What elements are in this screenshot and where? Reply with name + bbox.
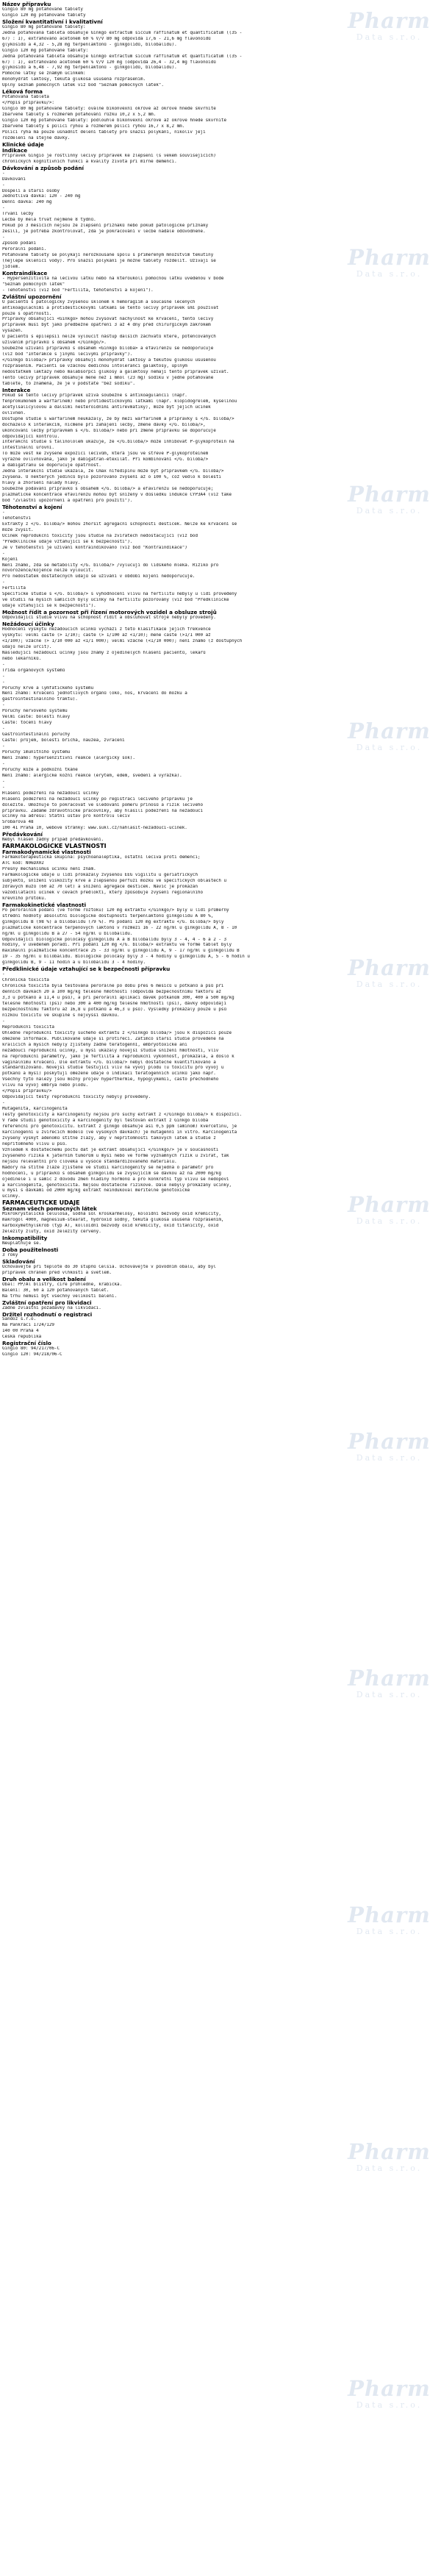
text-line: rozprášením. Pacienti se vzácnou dědičnou intolerancí galaktosy, úplným — [2, 364, 187, 369]
text-line: Obal: PP/Al blistry, čiré průhledné, krabička. — [2, 1282, 123, 1287]
text-line: maximální plazmatické koncentrace 25 - 33 ng/ml u ginkgolidu A, 9 - 17 ng/ml u ginkgolidu B — [2, 949, 240, 954]
text-line: subjektů, snížení viskozity krve a zlepšenou perfuzi mozku ve specifických oblastech u — [2, 878, 226, 883]
watermark-brand: Pharm — [348, 718, 431, 743]
text-line: zbarvené tablety s rozměrem potahování růžku 10,2 x 5,2 mm. — [2, 113, 157, 118]
text-line: zesílí, je potřeba zkontrolovat, zda je pokračování v léčbě nadále odůvodněné. — [2, 229, 206, 235]
section-heading: Těhotenství a kojení — [2, 504, 62, 510]
text-line: odpovídající kontrolu. — [2, 434, 60, 439]
watermark-subtext: Data s.r.o. — [356, 1690, 423, 1699]
text-line: Dospělí a starší osoby — [2, 188, 60, 193]
text-line: pouze s opatrností. — [2, 311, 52, 316]
text-line: Na trhu nemusí být všechny velikosti balení. — [2, 1294, 118, 1299]
text-line: - — [2, 1101, 5, 1106]
text-line: - — [2, 703, 5, 708]
text-line: referenční pro genotoxicitu. Extrakt z ginkgo obsahuje asi 0,5 ppm (aminom) kvercetinu, je — [2, 1124, 237, 1129]
text-line: střední hodnoty absolutní biologické dostupnosti terpenlaktonů ginkgolidu A 80 %, — [2, 913, 214, 918]
text-line: fenprokumonem a warfarinem) nebo protidestičkovými látkami (např. klopidogrelem, kyselinou — [2, 399, 237, 404]
text-line: vysazen. — [2, 329, 24, 334]
watermark-brand: Pharm — [348, 955, 431, 980]
text-line: nedostatkem laktázy nebo malabsorpcí glukosy a galaktosy nemají tento přípravek užívat. — [2, 370, 229, 375]
text-line: Šrobárova 48 — [2, 820, 34, 825]
text-line: Účinek reprodukční toxicity jsou studie na zvířatech nedostačující (viz bod — [2, 533, 198, 538]
text-line: docházelo k interakcím, nicméně při zahájení léčby, změně dávky </G. biloba/>, — [2, 422, 206, 427]
watermark-subtext: Data s.r.o. — [356, 2400, 423, 2410]
text-line: Sandoz s.r.o. — [2, 1317, 37, 1322]
text-line: Česká republika — [2, 1335, 42, 1340]
text-line: hodnocení, u přípravků s obsahem ginkgolidu se zvyšujícím se dávkou až na 2000 mg/kg — [2, 1171, 221, 1176]
text-line: Chronická toxicita byla testována perorálně po dobu přes 6 měsíců u potkanů a psů při — [2, 984, 224, 989]
text-line: Vzhledem k dostatečnému počtu dat je extrakt obsahující </Ginkgo/> je v současnosti — [2, 1147, 219, 1152]
section-heading: Druh obalu a velikost balení — [2, 1276, 86, 1282]
text-line: Mutagenita, karcinogenita — [2, 1107, 68, 1112]
text-line: zdravých mužů (60 až 70 let) a snížení agregace destiček. Navíc je prokázán — [2, 884, 198, 889]
chapter-heading: FARMAKOLOGICKÉ VLASTNOSTI — [2, 843, 107, 850]
text-line: - — [2, 182, 5, 188]
text-line: účinky. — [2, 1194, 21, 1199]
text-line: Půlicí rýha má pouze usnadnit dělení tablety pro snazší polykání, nikoliv její — [2, 129, 206, 135]
text-line: 67) : 1), extrahováno acetonem 60 % V/V 120 mg (odpovídá 26,4 - 32,4 mg flavonoidů — [2, 60, 216, 65]
text-line: zbarvené tablety s půlicí rýhou a rozměrem půlicí rýhou 16,7 x 8,2 mm. — [2, 124, 185, 129]
text-line: "Seznam pomocných látek" — [2, 282, 65, 287]
watermark-logo — [340, 2378, 439, 2409]
document-body — [2, 1, 437, 1358]
text-line: tělesné hmotnosti (psi) nebo 300 a 400 mg/kg tělesné hmotnosti (psi), dávky odpovídají — [2, 1001, 226, 1006]
text-line: přípravek musí být jako předběžné opatření 3 až 4 dny před chirurgickým zákrokem — [2, 323, 211, 328]
section-heading: Léková forma — [2, 89, 43, 96]
watermark-logo — [340, 1902, 439, 1936]
text-line: nežádoucí reprodukční účinky, u myší ukázaly novější studie snížení hmotnosti, vliv — [2, 1048, 219, 1053]
text-line: - — [2, 744, 5, 749]
text-line: ojediněle i u samic z důvodu změn hladiny hormonů a pro konkrétní typ vlivu se nedopoví — [2, 1177, 229, 1182]
text-line: Nebyl hlášen žádný případ předávkování. — [2, 838, 104, 843]
text-line: chronických kognitivních funkcí a kvality života při mírné demenci. — [2, 159, 177, 164]
text-line: - — [2, 727, 5, 732]
text-line: vazodilatační účinek v cévách předloktí, který způsobuje zvýšení regionálního — [2, 890, 204, 895]
text-line: Těhotenství — [2, 515, 32, 521]
text-line: glykosidů a 6,48 - 7,92 mg terpenlaktonů - ginkgolidů, bilobalidu). — [2, 65, 177, 71]
text-line: Přípravky obsahující <Ginkgo> mohou zvyšovat náchylnost ke krvácení, tento léčivý — [2, 317, 214, 322]
section-heading: Možnost řídit a pozornost při řízení motorových vozidel a obsluze strojů — [2, 610, 217, 616]
text-line: Odpovídající studie vlivu na schopnost řídit a obsluhovat stroje nebyly provedeny. — [2, 616, 216, 621]
text-line: monohydrát laktosy, tekutá glukosa usušená rozprášením. — [2, 77, 146, 82]
text-line: Je v těhotenství je užívání kontraindikováno (viz bod "Kontraindikace") — [2, 545, 187, 550]
text-line: Všechny tyto nálezy jsou možný projev hyperthermie, hypoglykemii, často přechodného — [2, 1077, 219, 1082]
section-heading: Název přípravku — [2, 1, 51, 7]
text-line: Jedna potahovaná tableta obsahuje Ginkgo extractum siccum raffinatum et quantificatum ((35 - — [2, 54, 243, 59]
text-line: - — [2, 674, 5, 679]
text-line: Dostupné studie s warfarinem neukázaly, že by mezi warfarinem a přípravky s </G. biloba/> — [2, 416, 234, 421]
watermark-brand: Pharm — [348, 1192, 431, 1217]
text-line: plazmatické koncentrace efavirenzu mohou být snížený v důsledku indukce CYP3A4 (viz také — [2, 493, 232, 498]
text-line: Časté: točení hlavy — [2, 721, 52, 726]
watermark-subtext: Data s.r.o. — [356, 743, 423, 752]
text-line: Poruchy imunitního systému — [2, 750, 71, 754]
text-line: jídlem. — [2, 264, 21, 269]
text-line: - — [2, 235, 5, 240]
section-heading: Zvláštní upozornění — [2, 293, 62, 300]
text-line: Neuplatňuje se. — [2, 1241, 42, 1246]
text-line: Není známo: krvácení jednotlivých orgánů (oko, nos, krvácení do mozku a — [2, 691, 187, 696]
text-line: zvýšený výskyt adenomů štítné žlázy, aby v nepřítomnosti takových látek a studie z — [2, 1135, 216, 1141]
text-line: železitý žlutý, oxid železitý červený. — [2, 1230, 101, 1235]
text-line: - — [2, 1018, 5, 1024]
text-line: karboxymethylškrob (typ A), kolloidní bezvodý oxid křemičitý, oxid titaničitý, oxid — [2, 1224, 219, 1229]
section-heading: Zvláštní opatření pro likvidaci — [2, 1299, 92, 1306]
text-line: Léčba by měla trvat nejméně 8 týdnů. — [2, 218, 96, 223]
text-line: Pokud se tento léčivý přípravek užívá souběžně s antikoagulancii (např. — [2, 393, 187, 398]
text-line: - — [2, 679, 5, 685]
text-line: Ohledně reprodukční toxicity suchého extraktu z </Ginkgo biloba/> jsou k dispozici pouze — [2, 1030, 232, 1035]
text-line: Testy genotoxicity a karcinogenity nejsou pro suchý extrakt z </Ginkgo biloba/> k dispozici. — [2, 1113, 243, 1118]
section-heading: Kontraindikace — [2, 270, 48, 276]
text-line: Interakční studie s talinololem ukazuje, že </G.biloba/> může inhibovat P-glykoprotein na — [2, 440, 234, 445]
text-line: nebo lékárníků. — [2, 656, 42, 661]
text-line: Mikrokrystalická celulosa, sodná sůl kroskarmelosy, koloidní bezvodý oxid křemičitý, — [2, 1212, 221, 1217]
text-line: - — [2, 580, 5, 585]
text-line: vaginálnímu krvácení. Dle extraktu </G. biloba/> nebyl dostatečně kvantifikováno a — [2, 1060, 216, 1065]
text-line: - — [2, 171, 5, 176]
section-heading: Registrační číslo — [2, 1341, 51, 1347]
text-line: Specifické studie s </G. biloba/> s vyhodnocení vlivu na fertilitu nebyly u lidí provedeny — [2, 592, 237, 597]
text-line: Reprodukční toxicita — [2, 1024, 54, 1030]
text-line: Trvání léčby — [2, 212, 34, 217]
text-line: 19 - 35 ng/ml u bilobalidu. Biologické poločasy byly 3 - 4 hodiny u ginkgolidu A, 5 - 6 hodin u — [2, 955, 250, 960]
text-line: ATC kód: N06DX02 — [2, 861, 44, 866]
text-line: výrazně ovlivňována, jako je dabigatran-etexilát. Při kombinování </G. biloba/> — [2, 457, 209, 463]
text-line: Odpovídající biologické poločasy ginkgolidu A a B bilobalidu byly 3 - 4, 4 - 6 a 2 - 3 — [2, 937, 226, 942]
text-line: výskytu: velmi časté (> 1/10); časté (> 1/100 až <1/10); méně časté (>1/1 000 až — [2, 632, 211, 638]
text-line: Fertilita — [2, 586, 26, 591]
text-line: Gingio 80 mg potahované tablety: — [2, 24, 86, 29]
text-line: Jednotlivá dávka: 120 - 240 mg — [2, 194, 81, 199]
section-heading: Farmakokinetické vlastnosti — [2, 902, 87, 908]
text-line: nepřítomného vlivu u psů. — [2, 1141, 68, 1146]
text-line: - Těhotenství (viz bod "Fertilita, těhotenství a kojení"). — [2, 288, 154, 293]
watermark-subtext: Data s.r.o. — [356, 2163, 423, 2173]
section-heading: Předávkování — [2, 832, 43, 838]
text-line: Časté: průjem, bolesti břicha, nauzea, zvracení — [2, 738, 125, 743]
section-heading: Složení kvantitativní i kvalitativní — [2, 18, 103, 25]
text-line: Kojení — [2, 557, 18, 562]
text-line: antikoagulačními a protidestičkovými látkami se tento léčivý přípravek smí používat — [2, 305, 219, 310]
text-line: ginkgolidu B (98 %) a bilobalidu (79 %). Po podání 120 mg extraktu </G. biloba/> byly — [2, 919, 224, 924]
text-line: a dabigatranu se doporučuje opatrnost. — [2, 463, 101, 468]
text-line: 67) : 1), extrahováno acetonem 60 % V/V 80 mg odpovídá 17,6 - 21,6 mg flavonoidů — [2, 36, 211, 41]
section-heading: Doba použitelnosti — [2, 1247, 59, 1253]
watermark-brand: Pharm — [348, 2139, 431, 2164]
section-heading: Dávkování a způsob podání — [2, 165, 84, 171]
text-line: přípravku. Žádáme zdravotnické pracovníky, aby hlásili podezření na nežádoucí — [2, 808, 204, 813]
watermark-logo — [340, 1668, 439, 1699]
text-line: (viz bod "Interakce s jinými léčivými přípravky"). — [2, 352, 133, 357]
watermark-brand: Pharm — [348, 8, 431, 33]
text-line: Gastrointestinální poruchy — [2, 732, 71, 738]
text-line: Úplný seznam pomocných látek viz bod "Seznam pomocných látek". — [2, 83, 164, 88]
text-line: může zvýšit. — [2, 527, 34, 532]
section-heading: Klinické údaje — [2, 141, 44, 148]
text-line: Tento léčivý přípravek obsahuje méně než 1 mmol (23 mg) sodíku v jedné potahované — [2, 376, 214, 380]
text-line: Gingio 120 mg potahované tablety: podlouhlé bikonvexní okrově až okrově hnědé skvrnité — [2, 118, 226, 124]
text-line: Gingio 120 mg potahované tablety: — [2, 48, 89, 53]
text-line: Souběžné užívání přípravků s obsahem <Ginkgo biloba> a efavirenzu se nedoporučuje — [2, 346, 214, 352]
text-line: intestinální úrovni. — [2, 446, 54, 451]
text-line: Gingio 80: 94/217/06-C — [2, 1346, 60, 1352]
text-line: Hodnocení výskytu nežádoucích účinků vychází z této klasifikace jejich frekvence — [2, 627, 211, 632]
text-line: - — [2, 779, 5, 784]
watermark-subtext: Data s.r.o. — [356, 32, 423, 42]
text-line: Extrakty z </G. biloba/> mohou zhoršit agregační schopnosti destiček. Nelze ke krvácení se — [2, 521, 237, 527]
text-line: ginkgolidu B, 9 - 11 hodin a u bilobalidu 3 - 4 hodiny. — [2, 960, 146, 966]
watermark-brand: Pharm — [348, 1666, 431, 1691]
text-line: Poruchy krve a lymfatického systému — [2, 685, 94, 691]
text-line: U pacientů s patologicky zvýšenou sklonem k hemoragiím a současně léčených — [2, 299, 196, 304]
text-line: Pokud po 3 měsících nejsou že zlepšení příznaků nebo pokud patologické příznaky — [2, 224, 209, 229]
text-line: Není známo: alergické kožní reakce (erytém, edém, svědění a vyrážka). — [2, 773, 182, 778]
text-line: V řadě studií genotoxicity a karcinogenity byl testován extrakt z Ginkgo biloba — [2, 1118, 209, 1124]
watermark-brand: Pharm — [348, 482, 431, 507]
text-line: </Popis přípravku/>: — [2, 101, 54, 106]
text-line: Pro nedostatek dostatečných údajů se užívání v období kojení nedoporučuje. — [2, 574, 196, 579]
text-line: účinky na adresu: Státní ústav pro kontrolu léčiv — [2, 814, 130, 819]
text-line: užíváním přípravků s obsahem </Ginkgo/>. — [2, 340, 107, 346]
text-line: Žádné zvláštní požadavky na likvidaci. — [2, 1305, 101, 1310]
text-line: glykosidů a 4,32 - 5,28 mg terpenlaktonů - ginkgolidů, bilobalidu). — [2, 42, 177, 47]
watermark-brand: Pharm — [348, 1902, 431, 1927]
watermark-subtext: Data s.r.o. — [356, 506, 423, 515]
text-line: omezené informace. Publikované údaje si protiřečí. Zatímco starší studie provedené na — [2, 1036, 224, 1041]
text-line: ovlivněn. — [2, 410, 26, 415]
text-line: - — [2, 510, 5, 515]
text-line: Pomocné látky se známým účinkem: — [2, 71, 86, 76]
watermark-subtext: Data s.r.o. — [356, 980, 423, 989]
section-heading: Inkompatibility — [2, 1235, 48, 1242]
text-line: Dávkování — [2, 176, 26, 182]
watermark-subtext: Data s.r.o. — [356, 1453, 423, 1463]
text-line: - — [2, 972, 5, 977]
watermark-brand: Pharm — [348, 245, 431, 270]
text-line: Způsob podání — [2, 241, 37, 246]
text-line: 100 41 Praha 10, webové stránky: www.sukl.cz/nahlasit-nezadouci-ucinek. — [2, 826, 187, 831]
text-line: Denní dávka: 240 mg — [2, 200, 52, 205]
section-heading: Interakce — [2, 387, 31, 393]
text-line: </Popis přípravku/> — [2, 1089, 52, 1094]
text-line: Gingio 120: 94/218/06-C — [2, 1352, 62, 1357]
text-line: Není známo: hypersenzitivní reakce (alergický šok). — [2, 755, 135, 760]
text-line: tabletě, to znamená, že je v podstatě "bez sodíku". — [2, 381, 135, 386]
text-line: - — [2, 551, 5, 556]
text-line: (nejlépe sklenicí vody). Pro snazší polykání je možné tablety rozdělit. Užívají se — [2, 258, 216, 263]
text-line: Po perorálním podání (ve formě roztoku) 120 mg extraktu </Ginkgo/> byly u lidí průměrný — [2, 907, 229, 913]
text-line: Jedna interakční studie ukázala, že Cmax nifedipinu může být přípravkem </G. biloba/> — [2, 469, 224, 474]
text-line: <1/100); vzácné (> 1/10 000 až <1/1 000); velmi vzácné (<1/10 000); není známo (z dostupných — [2, 638, 243, 643]
text-line: nejsou relevantní pro člověka u vysoce standardizovaného materiálu. — [2, 1159, 177, 1164]
text-line: Třída orgánových systémů — [2, 668, 65, 673]
text-line: Nádory na štítné žláze zjištěné ve studii karcinogenity se nejedná o parametr pro — [2, 1165, 214, 1170]
text-line: Potahovaná tableta — [2, 95, 49, 100]
text-line: - — [2, 761, 5, 766]
text-line: ng/ml u ginkgolidu B a 27 - 54 ng/ml u bilobalidu. — [2, 931, 133, 936]
text-line: - — [2, 206, 5, 211]
text-line: u myší s dávkami od 2000 mg/kg extrakt neindukoval měřitelné genotoxické — [2, 1188, 190, 1194]
text-line: Hlášení podezření na nežádoucí účinky po registraci léčivého přípravku je — [2, 796, 193, 802]
text-line: důležité. Umožňuje to pokračovat ve sledování poměru přínosů a rizik léčivého — [2, 802, 204, 807]
watermark-logo — [340, 1431, 439, 1462]
text-line: Přesný mechanismus účinku není znám. — [2, 867, 96, 872]
text-line: Farmakoterapeutická skupina: psychoanaleptika, ostatní léčiva proti demenci; — [2, 855, 201, 860]
text-line: novorozence/kojence nelze vyloučit. — [2, 568, 94, 574]
section-heading: Nežádoucí účinky — [2, 621, 54, 627]
text-line: "Předklinické údaje vztahující se k bezpečnosti"). — [2, 539, 133, 544]
text-line: Poruchy kůže a podkožní tkáně — [2, 767, 78, 772]
text-line: gastrointestinálního traktu). — [2, 697, 78, 702]
text-line: 140 00 Praha 4 — [2, 1329, 39, 1334]
text-line: 3 roky — [2, 1252, 18, 1257]
text-line: ve studii na myších samicích byly účinky na fertilitu pozorovány (viz bod "Předklinické — [2, 598, 229, 603]
chapter-heading: FARMACEUTICKÉ ÚDAJE — [2, 1200, 80, 1207]
text-line: - — [2, 662, 5, 667]
text-line: kralících a myších nebyly zjištěny žádné teratogenní, embryotoxické ani — [2, 1042, 187, 1047]
text-line: makrogol 4000, magnesium-stearát, hydroxid sodný, tekutá glukosa usušená rozprášením, — [2, 1218, 224, 1223]
text-line: U pacientů s epilepsií nelze vyloučit nástup dalších záchvatů které, potencovaných — [2, 335, 216, 340]
text-line: Balení: 30, 60 a 120 potahovaných tablet. — [2, 1288, 110, 1293]
watermark-brand: Pharm — [348, 2376, 431, 2401]
text-line: vlivu na vývoj embrya nebo plodu. — [2, 1083, 89, 1088]
text-line: </Ginkgo biloba/> přípravky obsahují monohydrát laktosy a tekutou glukosu usušenou — [2, 358, 216, 363]
text-line: To může vést ke zvýšené expozici léčivům, která jsou ve střevě P-glykoproteinem — [2, 452, 209, 457]
section-heading: Skladování — [2, 1258, 35, 1265]
text-line: potkanů a myší) poskytují omezené údaje o indikaci teratogenních účinků jako např. — [2, 1071, 216, 1077]
text-line: plazmatické koncentrace terpenových laktonů v rozmezí 16 - 22 ng/ml u ginkgolidu A, 8 - 10 — [2, 925, 237, 930]
text-line: Poruchy nervového systému — [2, 709, 68, 714]
text-line: krevního průtoku. — [2, 896, 47, 901]
text-line: Jedna potahovaná tableta obsahuje Ginkgo extractum siccum raffinatum et quantificatum ((35 - — [2, 30, 243, 35]
watermark-subtext: Data s.r.o. — [356, 269, 423, 279]
text-line: Není známo, zda se metabolity </G. biloba/> /vylučují do lidského mléka. Riziko pro — [2, 563, 219, 568]
text-line: - Hypersenzitivita na léčivou látku nebo na kteroukoli pomocnou látku uvedenou v bodě — [2, 276, 224, 281]
text-line: Gingio 120 mg potahované tablety — [2, 13, 86, 18]
watermark-logo — [340, 2141, 439, 2172]
text-line: přípravek chráněn před vlhkostí a světlem. — [2, 1270, 112, 1275]
text-line: Hlášení podezření na nežádoucí účinky — [2, 791, 99, 796]
section-heading: Předklinické údaje vztahující se k bezpečnosti přípravku — [2, 966, 171, 973]
text-line: Chronická toxicita — [2, 978, 49, 983]
text-line: standardizováno. Novější studie testující vliv na vývoj plodu (u toxicitu pro vývoj u — [2, 1066, 224, 1071]
text-line: 3,3 u potkanů a 11,4 u psů), a při perorální aplikaci dávek potkanům 300, 400 a 500 mg/kg — [2, 996, 234, 1001]
section-heading: Držitel rozhodnutí o registraci — [2, 1311, 93, 1318]
text-line: karcinogenní u zvířecích modelů (ve vysokých dávkách) je mutagenní in vitro. Karcinogenita — [2, 1130, 237, 1135]
text-line: Přípravek Gingio je rostlinný léčivý přípravek ke zlepšení (s věkem souvisejících) — [2, 153, 216, 158]
text-line: zvýšena. U některých jedinců bylo pozorováno zvýšení až o 100 %, což vedlo k bolesti — [2, 475, 221, 480]
text-line: Farmakologické údaje u lidí prokázaly zvýšenou EEG vigilitu u geriatrických — [2, 873, 198, 878]
text-line: Perorální podání. — [2, 247, 47, 252]
text-line: Uchovávejte při teplotě do 30 stupňů Celsia. Uchovávejte v původním obalu, aby byl — [2, 1264, 216, 1269]
watermark-subtext: Data s.r.o. — [356, 1927, 423, 1936]
section-heading: Indikace — [2, 147, 28, 154]
text-line: zvýšeného rizika k jaterním tumorům u myší nebo ve formě významných rizik u zvířat, tak — [2, 1153, 229, 1158]
text-line: hlavy a zhoršení nálady hlavy. — [2, 481, 81, 486]
text-line: nízkou toxicitu ve skupině s nejvyšší dávkou. — [2, 1013, 120, 1018]
text-line: Gingio 80 mg potahované tablety: oválné bikonvexní okrově až okrově hnědé skvrnité — [2, 107, 216, 112]
text-line: Následující nežádoucí účinky jsou známy z ojedinělých hlášení pacientů, lékařů — [2, 650, 206, 655]
section-heading: Farmakodynamické vlastnosti — [2, 849, 91, 856]
text-line: bezpečnostnímu faktoru až 16,8 u potkanů a 46,3 u psů). Výsledky prokázaly pouze u psů — [2, 1007, 226, 1012]
text-line: rozdělení na stejné dávky. — [2, 135, 71, 140]
text-line: Na Pankráci 1724/129 — [2, 1323, 54, 1328]
text-line: Souběžné podávání přípravků s obsahem </G. biloba/> a efavirenzu se nedoporučuje; — [2, 487, 214, 492]
text-line: Odpovídající testy reprodukční toxicity nebyly provedeny. — [2, 1095, 151, 1100]
text-line: denních dávkách 20 a 100 mg/kg tělesné hmotnosti (odpovídá bezpečnostnímu faktoru až — [2, 990, 221, 995]
text-line: hodiny, v uvedeném pořadí. Při podání 120 mg </G. biloba/> extraktu ve formě tablet byly — [2, 943, 232, 948]
text-line: - — [2, 785, 5, 790]
text-line: Velmi časté: bolesti hlavy — [2, 715, 71, 720]
watermark-subtext: Data s.r.o. — [356, 1216, 423, 1226]
text-line: údaje vztahující se k bezpečnosti"). — [2, 604, 96, 609]
text-line: Potahované tablety se polykají nerozkousané spolu s přiměřeným množstvím tekutiny — [2, 252, 214, 257]
text-line: Gingio 80 mg potahované tablety — [2, 7, 83, 12]
text-line: acetylsalicylovou a dalšími nesteroidními antirevmatiky), může být jejich účinek — [2, 404, 211, 410]
section-heading: Seznam všech pomocných látek — [2, 1206, 97, 1213]
text-line: údajů nelze určit). — [2, 644, 52, 649]
text-line: a karcinogenita, genotoxicita. Nejsou dostatečně rizikové. Dále nebyly prokázány účinky, — [2, 1182, 232, 1188]
watermark-brand: Pharm — [348, 1429, 431, 1454]
text-line: ukončování léčby přípravkem s </G. biloba/> nebo při změně přípravku se doporučuje — [2, 428, 216, 433]
text-line: na reprodukční parametry, jako je fertilita a reprodukční výkonnost, prokázala, a došlo k — [2, 1054, 234, 1059]
text-line: bod "Zvláštní upozornění a opatření pro použití"). — [2, 499, 133, 504]
